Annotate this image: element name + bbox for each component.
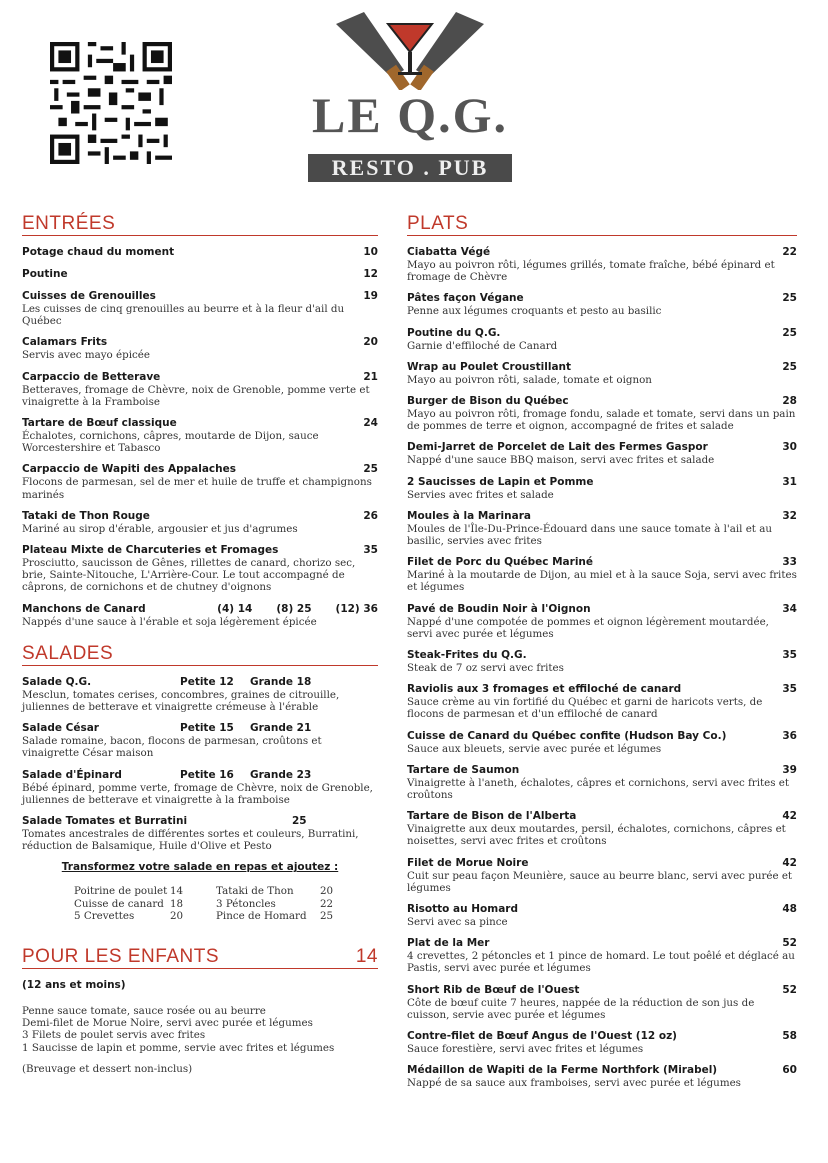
addon-price: 22	[320, 897, 334, 910]
menu-item	[22, 510, 378, 535]
item-desc: Mayo au poivron rôti, légumes grillés, tomate fraîche, bébé épinard et fromage de Chèvre	[407, 259, 775, 284]
item-price: 25	[782, 292, 797, 305]
menu-item	[407, 556, 797, 593]
menu-item	[407, 476, 797, 501]
section-title-enfants: POUR LES ENFANTS 14	[22, 945, 378, 967]
item-price: (4) 14	[217, 602, 253, 615]
menu-item	[407, 649, 797, 674]
item-name: Wrap au Poulet Croustillant	[407, 360, 572, 373]
menu-item	[22, 290, 378, 327]
item-price: 35	[782, 683, 797, 696]
item-desc: Servis avec mayo épicée	[22, 349, 150, 362]
item-price: (12) 36	[335, 602, 378, 615]
addon-list	[74, 885, 378, 923]
item-price: 10	[363, 246, 378, 258]
menu-item	[407, 510, 797, 547]
item-name: Tartare de Bœuf classique	[22, 417, 177, 430]
addon-name: Pince de Homard	[216, 910, 307, 923]
addon-price: 25	[320, 910, 334, 923]
brand-tagline: RESTO . PUB	[308, 154, 512, 182]
kids-note: (Breuvage et dessert non-inclus)	[22, 1062, 193, 1075]
item-desc: Mayo au poivron rôti, salade, tomate et oignon	[407, 373, 652, 386]
item-price: 52	[782, 983, 797, 996]
item-price: 48	[782, 903, 797, 916]
item-desc: Cuit sur peau façon Meunière, sauce au beurre blanc, servi avec purée et légumes	[407, 869, 793, 894]
menu-item	[22, 268, 378, 281]
item-desc: Prosciutto, saucisson de Gênes, rillettes de canard, chorizo sec, brie, Sainte-Nitouche, L'Arrière-Cour. Le tout accompagné de câprons, de cornichons et de chutney d'oignons	[22, 557, 356, 594]
item-desc: Servi avec sa pince	[407, 916, 508, 929]
menu-item	[407, 937, 797, 974]
menu-item	[22, 417, 378, 454]
item-desc: Sauce crème au vin fortifié du Québec et garni de haricots verts, de flocons de parmesan et d'un effiloché de canard	[407, 696, 763, 721]
item-price: 20	[363, 336, 378, 349]
item-desc: Penne aux légumes croquants et pesto au basilic	[407, 305, 662, 318]
menu-item	[407, 441, 797, 466]
item-name: Risotto au Homard	[407, 903, 518, 916]
item-price: 12	[363, 268, 378, 280]
item-price: 26	[363, 509, 378, 522]
item-name: Demi-Jarret de Porcelet de Lait des Fermes Gaspor	[407, 441, 708, 454]
addon-price: 20	[320, 885, 334, 898]
item-name: Cuisse de Canard du Québec confite (Hudson Bay Co.)	[407, 729, 727, 742]
menu-item	[407, 730, 797, 755]
item-desc: Nappés d'une sauce à l'érable et soja légèrement épicée	[22, 615, 317, 628]
item-price: 35	[363, 544, 378, 557]
item-price: 34	[782, 602, 797, 615]
item-price: 33	[782, 556, 797, 569]
item-price-small: Petite 16	[180, 768, 234, 781]
item-name: Tartare de Bison de l'Alberta	[407, 810, 577, 823]
item-name: Raviolis aux 3 fromages et effiloché de canard	[407, 683, 682, 696]
addon-name: 5 Crevettes	[74, 910, 135, 923]
item-name: Plat de la Mer	[407, 937, 490, 950]
section-title-salades: SALADES	[22, 644, 378, 666]
brand-logo	[300, 8, 520, 180]
menu-item	[22, 676, 378, 713]
item-desc: Flocons de parmesan, sel de mer et huile de truffe et champignons marinés	[22, 476, 372, 501]
item-price: 39	[782, 763, 797, 776]
item-price-large: Grande 18	[250, 675, 312, 688]
kids-item: 3 Filets de poulet servis avec frites	[22, 1029, 206, 1042]
item-desc: 4 crevettes, 2 pétoncles et 1 pince de homard. Le tout poêlé et déglacé au Pastis, servi avec purée et légumes	[407, 950, 795, 975]
item-desc: Salade romaine, bacon, flocons de parmesan, croûtons et vinaigrette César maison	[22, 735, 322, 760]
item-price-large: Grande 21	[250, 722, 312, 735]
item-name: Poutine	[22, 268, 68, 280]
menu-item	[407, 395, 797, 432]
addon-name: Tataki de Thon	[216, 885, 294, 898]
item-desc: Nappé d'une compotée de pommes et oignon légèrement moutardée, servi avec purée et légumes	[407, 615, 769, 640]
item-name: Pavé de Boudin Noir à l'Oignon	[407, 602, 591, 615]
addon-price: 18	[170, 897, 184, 910]
item-price: 28	[782, 395, 797, 408]
item-price: 42	[782, 856, 797, 869]
item-name: Plateau Mixte de Charcuteries et Fromages	[22, 544, 279, 557]
item-desc: Vinaigrette à l'aneth, échalotes, câpres et cornichons, servi avec frites et croûtons	[407, 776, 790, 802]
brand-name: LE Q.G.	[312, 87, 508, 143]
menu-item	[407, 603, 797, 640]
item-name: Salade Q.G.	[22, 675, 92, 688]
item-name: Ciabatta Végé	[407, 246, 491, 258]
addon-name: Cuisse de canard	[74, 897, 164, 910]
item-name: Short Rib de Bœuf de l'Ouest	[407, 983, 580, 996]
item-name: Filet de Morue Noire	[407, 856, 529, 869]
menu-item	[407, 857, 797, 894]
item-name: Pâtes façon Végane	[407, 292, 524, 305]
item-name: Médaillon de Wapiti de la Ferme Northfork (Mirabel)	[407, 1064, 718, 1077]
qr-code[interactable]	[50, 42, 172, 164]
item-price: 31	[782, 475, 797, 488]
item-desc: Bébé épinard, pomme verte, fromage de Chèvre, noix de Grenoble, juliennes de betterave et vinaigrette à la framboise	[22, 781, 373, 806]
plats-list	[407, 246, 797, 1090]
item-price-large: Grande 23	[250, 768, 312, 781]
section-title-plats: PLATS	[407, 214, 797, 236]
menu-item	[407, 361, 797, 386]
item-name: Contre-filet de Bœuf Angus de l'Ouest (12 oz)	[407, 1030, 677, 1043]
item-desc: Sauce forestière, servi avec frites et légumes	[407, 1043, 644, 1056]
menu-item	[407, 327, 797, 352]
item-price: 35	[782, 649, 797, 662]
addon-name: Poitrine de poulet	[74, 885, 168, 898]
item-name: Burger de Bison du Québec	[407, 395, 569, 408]
menu-item	[22, 722, 378, 759]
item-price-small: Petite 12	[180, 675, 234, 688]
menu-item	[407, 903, 797, 928]
item-price: 19	[363, 290, 378, 302]
item-desc: Nappé de sa sauce aux framboises, servi avec purée et légumes	[407, 1077, 741, 1090]
kids-item: 1 Saucisse de lapin et pomme, servie avec frites et légumes	[22, 1041, 335, 1054]
item-price: 25	[782, 326, 797, 339]
item-price: 32	[782, 509, 797, 522]
right-column	[407, 214, 797, 1099]
item-desc: Mariné au sirop d'érable, argousier et jus d'agrumes	[22, 522, 298, 535]
addon-price: 20	[170, 910, 184, 923]
menu-item	[22, 246, 378, 259]
item-price: 36	[782, 729, 797, 742]
kids-item: Demi-filet de Morue Noire, servi avec purée et légumes	[22, 1017, 313, 1030]
item-price-small: Petite 15	[180, 722, 234, 735]
item-desc: Côte de bœuf cuite 7 heures, nappée de la réduction de son jus de cuisson, servie avec purée et légumes	[407, 996, 755, 1021]
item-name: Calamars Frits	[22, 336, 108, 349]
item-desc: Betteraves, fromage de Chèvre, noix de Grenoble, pomme verte et vinaigrette à la Framboise	[22, 383, 370, 408]
item-price: 60	[782, 1064, 797, 1077]
item-price: 30	[782, 441, 797, 454]
addon-price: 14	[170, 885, 184, 898]
menu-item	[22, 815, 378, 852]
addon-name: 3 Pétoncles	[216, 897, 276, 910]
item-name: Steak-Frites du Q.G.	[407, 649, 527, 662]
item-price: (8) 25	[276, 602, 312, 615]
item-name: 2 Saucisses de Lapin et Pomme	[407, 475, 594, 488]
menu-item	[407, 810, 797, 847]
menu-item	[407, 246, 797, 283]
item-price-large: 25	[292, 815, 307, 828]
item-name: Tataki de Thon Rouge	[22, 509, 150, 522]
item-name: Carpaccio de Betterave	[22, 370, 161, 383]
item-name: Poutine du Q.G.	[407, 326, 501, 339]
item-desc: Steak de 7 oz servi avec frites	[407, 662, 564, 675]
menu-item	[407, 764, 797, 801]
qr-code-icon	[50, 42, 172, 164]
item-desc: Mayo au poivron rôti, fromage fondu, salade et tomate, servi dans un pain de pommes de terre et oignon, accompagné de frites et salade	[407, 408, 796, 433]
item-name: Salade d'Épinard	[22, 768, 122, 781]
menu-item	[407, 1030, 797, 1055]
menu-item	[22, 603, 378, 628]
item-desc: Mariné à la moutarde de Dijon, au miel et à la sauce Soja, servi avec frites et légumes	[407, 569, 797, 594]
left-column	[22, 214, 378, 1075]
menu-item	[22, 463, 378, 500]
kids-item: Penne sauce tomate, sauce rosée ou au beurre	[22, 1004, 266, 1017]
kids-price: 14	[355, 945, 378, 967]
menu-item	[22, 544, 378, 594]
item-name: Potage chaud du moment	[22, 246, 175, 258]
item-price: 42	[782, 810, 797, 823]
item-name: Carpaccio de Wapiti des Appalaches	[22, 463, 237, 476]
kids-subtitle: (12 ans et moins)	[22, 978, 126, 991]
item-desc: Échalotes, cornichons, câpres, moutarde de Dijon, sauce Worcestershire et Tabasco	[22, 430, 319, 455]
menu-item	[407, 683, 797, 720]
item-price: 25	[782, 360, 797, 373]
item-desc: Vinaigrette aux deux moutardes, persil, échalotes, cornichons, câpres et noisettes, servi avec frites et croûtons	[407, 823, 786, 848]
item-desc: Servies avec frites et salade	[407, 488, 554, 501]
menu-item	[407, 1064, 797, 1089]
item-desc: Les cuisses de cinq grenouilles au beurre et à la fleur d'ail du Québec	[22, 303, 345, 328]
menu-item	[22, 336, 378, 361]
item-desc: Sauce aux bleuets, servie avec purée et légumes	[407, 742, 662, 755]
item-name: Moules à la Marinara	[407, 509, 531, 522]
item-name: Cuisses de Grenouilles	[22, 290, 156, 302]
item-price: 22	[782, 246, 797, 258]
item-name: Salade César	[22, 722, 99, 735]
menu-item	[407, 984, 797, 1021]
menu-item	[22, 371, 378, 408]
item-desc: Nappé d'une sauce BBQ maison, servi avec frites et salade	[407, 454, 715, 467]
item-desc: Tomates ancestrales de différentes sortes et couleurs, Burratini, réduction de Balsamique, Huile d'Olive et Pesto	[22, 828, 359, 853]
item-desc: Garnie d'effiloché de Canard	[407, 339, 558, 352]
item-name: Tartare de Saumon	[407, 763, 520, 776]
item-name: Filet de Porc du Québec Mariné	[407, 556, 594, 569]
item-desc: Moules de l'Île-Du-Prince-Édouard dans une sauce tomate à l'ail et au basilic, servies avec frites	[407, 522, 772, 548]
item-price: 52	[782, 937, 797, 950]
cleavers-martini-icon	[300, 8, 520, 90]
item-price: 24	[363, 417, 378, 430]
addon-title: Transformez votre salade en repas et ajoutez :	[61, 861, 339, 874]
item-price: 25	[363, 463, 378, 476]
item-price: 21	[363, 370, 378, 383]
item-price: 58	[782, 1030, 797, 1043]
item-name: Salade Tomates et Burratini	[22, 815, 188, 828]
item-desc: Mesclun, tomates cerises, concombres, graines de citrouille, juliennes de betterave et vinaigrette crémeuse à l'érable	[22, 688, 340, 714]
section-title-entrees: ENTRÉES	[22, 214, 378, 236]
menu-item	[22, 769, 378, 806]
menu-item	[407, 292, 797, 317]
item-name: Manchons de Canard	[22, 602, 146, 615]
